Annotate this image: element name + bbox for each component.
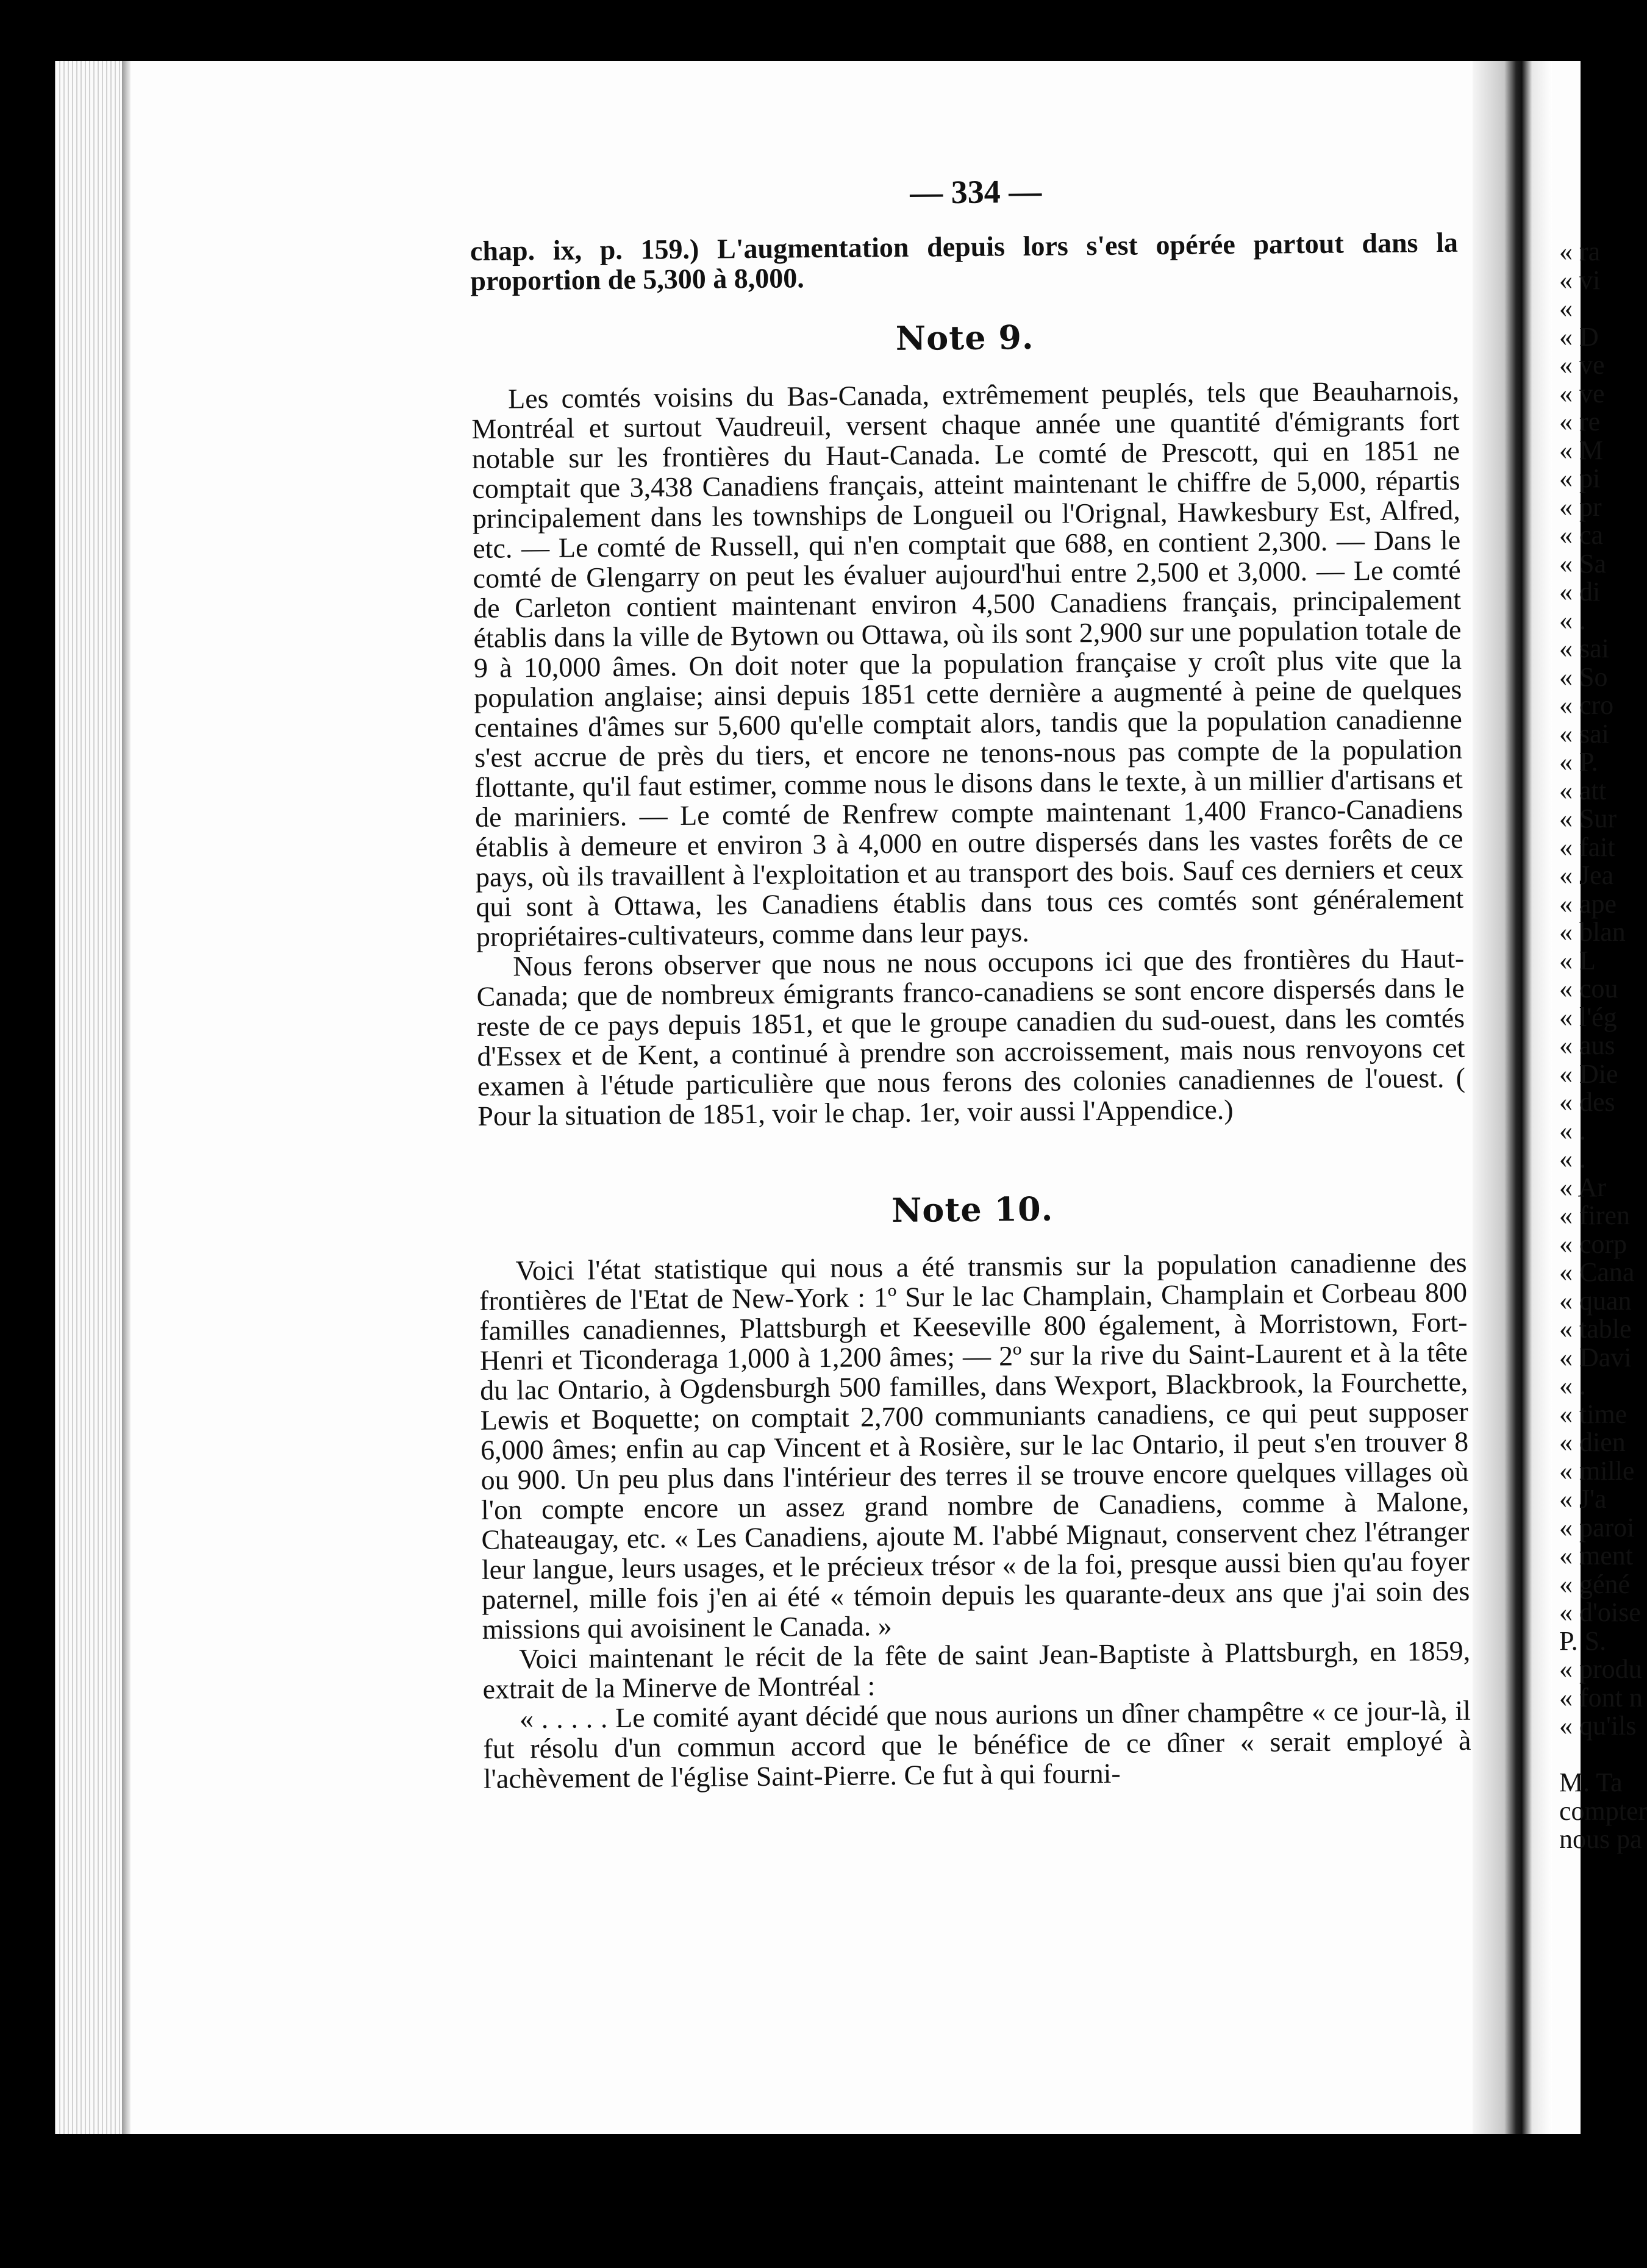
next-page-line: compter <box>1559 1795 1647 1826</box>
next-page-line: « Davi <box>1559 1342 1632 1372</box>
page-number: — 334 — <box>909 173 1042 211</box>
next-page-line: « att <box>1559 775 1606 805</box>
note-10-paragraph-3: « . . . . . Le comité ayant décidé que nous aurions un dîner champêtre « ce jour-là, il fut résolu d'un commun accord que le bénéfice de ce dîner « serait employé à l'achèvement de l'église Saint-Pierre. Ce fut à qui fourni- <box>483 1694 1471 1794</box>
next-page-line: « des <box>1559 1087 1615 1117</box>
next-page-line: « . <box>1559 1115 1586 1146</box>
next-page-line: « firen <box>1559 1200 1631 1230</box>
note-10-paragraph-1: Voici l'état statistique qui nous a été transmis sur la population canadienne des frontières de l'Etat de New-York : 1º Sur le lac Champlain, Champlain et Corbeau 800 familles canadiennes, Plattsburgh et Keeseville 800 également, à Morristown, Fort-Henri et Ticonderaga 1,000 à 1,200 âmes; — 2º sur la rive du Saint-Laurent et à la tête du lac Ontario, à Ogdensburgh 500 familles, dans Wexport, Blackbrook, la Fourchette, Lewis et Boquette; on comptait 2,700 communiants canadiens, ce qui peut supposer 6,000 âmes; enfin au cap Vincent et à Rosière, sur le lac Ontario, il peut s'en trouver 8 ou 900. Un peu plus dans l'intérieur des terres il se trouve encore quelques villages où l'on compte encore un assez grand nombre de Canadiens, comme à Malone, Chateaugay, etc. « Les Canadiens, ajoute M. l'abbé Mignaut, conservent chez l'étranger leur langue, leurs usages, et le précieux trésor « de la foi, presque aussi bien qu'au foyer paternel, mille fois j'en ai été « témoin depuis les quarante-deux ans que j'ai soin des missions qui avoisinent le Canada. » <box>479 1246 1470 1645</box>
next-page-line: « ca <box>1559 520 1604 550</box>
next-page-fragment <box>1552 61 1647 2134</box>
next-page-line: « qu'ils <box>1559 1711 1637 1741</box>
next-page-line: « ra <box>1559 237 1601 266</box>
next-page-line: « Sur <box>1559 804 1617 833</box>
next-page-line: « cro <box>1559 690 1614 720</box>
page-334 <box>470 173 1471 1794</box>
next-page-line: « blan <box>1559 917 1626 947</box>
next-page-line: « Ar <box>1559 1172 1606 1202</box>
next-page-line: « M <box>1559 435 1604 465</box>
next-page-line: « P. <box>1559 747 1598 777</box>
next-page-line: « sai <box>1559 718 1609 749</box>
next-page-line: « mille <box>1559 1455 1635 1486</box>
next-page-line: P. S. <box>1559 1625 1607 1656</box>
book-edge-shadow <box>122 61 130 2134</box>
next-page-line: « pi <box>1559 463 1601 493</box>
next-page-line: « Die <box>1559 1058 1618 1089</box>
next-page-line: « paroi <box>1559 1512 1635 1542</box>
next-page-line: « di <box>1559 577 1601 607</box>
next-page-line: « cou <box>1559 974 1618 1004</box>
next-page-line: « produ <box>1559 1654 1642 1684</box>
next-page-line: « D <box>1559 321 1599 352</box>
next-page-line: « géné <box>1559 1569 1631 1599</box>
next-page-line: « ve <box>1559 378 1605 408</box>
next-page-line: M. Ta <box>1559 1767 1623 1797</box>
next-page-line: « sai <box>1559 633 1609 663</box>
next-page-line: « . <box>1559 1371 1586 1400</box>
note-9-heading: Note 9. <box>895 317 1034 358</box>
next-page-line: « ape <box>1559 888 1617 919</box>
next-page-line: « L <box>1559 945 1596 975</box>
note-10-paragraph-2: Voici maintenant le récit de la fête de saint Jean-Baptiste à Plattsburgh, en 1859, extrait de la Minerve de Montréal : <box>482 1635 1471 1705</box>
next-page-line: « aus <box>1559 1030 1615 1060</box>
next-page-line: « time <box>1559 1399 1627 1429</box>
next-page-line: « font n <box>1559 1682 1643 1713</box>
next-page-line: « Sa <box>1559 548 1606 579</box>
next-page-text-column <box>1559 238 1647 1854</box>
next-page-line: « dien <box>1559 1427 1626 1457</box>
next-page-line: nous pa <box>1559 1824 1642 1854</box>
next-page-line: « So <box>1559 661 1608 692</box>
opening-paragraph: chap. ix, p. 159.) L'augmentation depuis lors s'est opérée partout dans la proportion de 5,300 à 8,000. <box>470 226 1459 296</box>
next-page-line: « table <box>1559 1314 1632 1344</box>
next-page-line: « ment <box>1559 1541 1633 1571</box>
next-page-line: « d'oise <box>1559 1597 1641 1627</box>
next-page-line: « . <box>1559 605 1586 635</box>
next-page-line: « <box>1559 293 1573 323</box>
book-page-edges <box>55 61 122 2134</box>
next-page-line: « corp <box>1559 1228 1627 1259</box>
next-page-line: « fait <box>1559 832 1615 862</box>
next-page-line: « vi <box>1559 265 1601 295</box>
next-page-line: « Cana <box>1559 1257 1635 1287</box>
next-page-line: « Jea <box>1559 860 1614 890</box>
book-gutter <box>1473 61 1552 2134</box>
next-page-line: « pr <box>1559 491 1602 522</box>
note-9-paragraph-1: Les comtés voisins du Bas-Canada, extrêmement peuplés, tels que Beauharnois, Montréal et surtout Vaudreuil, versent chaque année une quantité d'émigrants fort notable sur les frontières du Haut-Canada. Le comté de Prescott, qui en 1851 ne comptait que 3,438 Canadiens français, atteint maintenant le chiffre de 5,000, répartis principalement dans les townships de Longueil ou l'Orignal, Hawkesbury Est, Alfred, etc. — Le comté de Russell, qui n'en comptait que 688, en contient 2,300. — Dans le comté de Glengarry on peut les évaluer aujourd'hui entre 2,500 et 3,000. — Le comté de Carleton contient maintenant environ 4,500 Canadiens français, principalement établis dans la ville de Bytown ou Ottawa, où ils sont 2,900 sur une population totale de 9 à 10,000 âmes. On doit noter que la population française y croît plus vite que la population anglaise; ainsi depuis 1851 cette dernière a augmenté à peine de quelques centaines d'âmes sur 5,600 qu'elle comptait alors, tandis que la population canadienne s'est accrue de près du tiers, et encore ne tenons-nous pas compte de la population flottante, qu'il faut estimer, comme nous le disons dans le texte, à un millier d'artisans et de mariniers. — Le comté de Renfrew compte maintenant 1,400 Franco-Canadiens établis à demeure et environ 3 à 4,000 en outre dispersés dans les vastes forêts de ce pays, où ils travaillent à l'exploitation et au transport des bois. Sauf ces derniers et ceux qui sont à Ottawa, les Canadiens établis dans tous ces comtés sont généralement propriétaires-cultivateurs, comme dans leur pays. <box>471 374 1464 952</box>
next-page-line: « re <box>1559 407 1601 437</box>
next-page-line: « J'a <box>1559 1484 1607 1514</box>
note-9-paragraph-2: Nous ferons observer que nous ne nous occupons ici que des frontières du Haut-Canada; que de nombreux émigrants franco-canadiens se sont encore dispersés dans le reste de ce pays depuis 1851, et que le groupe canadien du sud-ouest, dans les comtés d'Essex et de Kent, a continué à prendre son accroissement, mais nous renvoyons cet examen à l'étude particulière que nous ferons des colonies canadiennes de l'ouest. ( Pour la situation de 1851, voir le chap. 1er, voir aussi l'Appendice.) <box>476 942 1466 1132</box>
next-page-line: « l'ég <box>1559 1002 1617 1032</box>
note-10-heading: Note 10. <box>891 1189 1054 1230</box>
next-page-line: « quan <box>1559 1285 1632 1316</box>
next-page-line: « ve <box>1559 350 1605 380</box>
next-page-line <box>1559 1741 1647 1769</box>
next-page-line: « . <box>1559 1144 1586 1174</box>
